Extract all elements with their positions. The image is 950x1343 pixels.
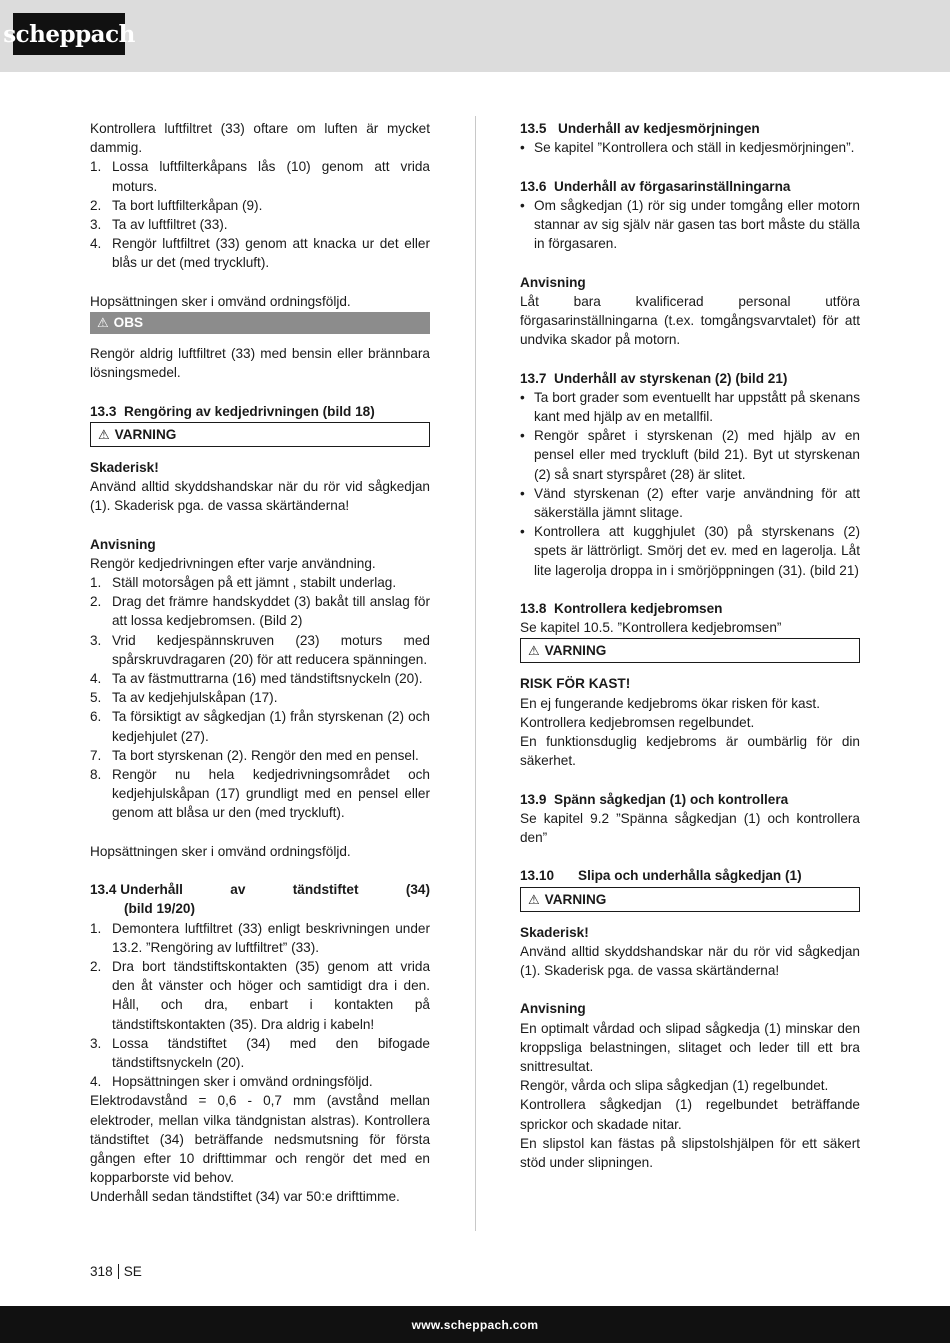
skaderisk-text: Använd alltid skyddshandskar när du rör vid sågkedjan (1). Skaderisk pga. de vassa skärtänderna! (520, 943, 860, 979)
page-header (0, 0, 950, 72)
warning-label: VARNING (544, 643, 607, 659)
warning-label: VARNING (114, 426, 177, 442)
warning-triangle-icon: ⚠ (528, 891, 540, 907)
anvisning-title: Anvisning (90, 536, 156, 552)
anvisning-text: Rengör kedjedrivningen efter varje användning. (90, 555, 376, 571)
page-number: 318 SE (90, 1264, 142, 1279)
section-13-6-heading: 13.6 Underhåll av förgasarinställningarna (520, 178, 791, 194)
anvisning-text: Låt bara kvalificerad personal utföra förgasarinställningarna (t.ex. tomgångsvarvtalet) för att undvika skador på motorn. (520, 293, 860, 348)
bullet-item: • Se kapitel ”Kontrollera och ställ in kedjesmörjningen”. (520, 140, 855, 156)
scheppach-logo: scheppach (13, 13, 125, 55)
section-13-3-steps (90, 573, 430, 823)
obs-box (90, 312, 430, 334)
section-13-4-heading-line2: (bild 19/20) (124, 901, 196, 917)
section-13-10-heading: 13.10 Slipa och underhålla sågkedjan (1) (520, 868, 802, 884)
reassembly-text-2: Hopsättningen sker i omvänd ordningsföljd. (90, 843, 351, 859)
anvisning-title: Anvisning (520, 274, 586, 290)
risk-text-3: En funktionsduglig kedjebroms är oumbärlig för din säkerhet. (520, 734, 860, 769)
list-item: 3. Ta av luftfiltret (33). (90, 217, 228, 233)
list-item: 3. Lossa tändstiftet (34) med den bifogade tändstiftsnyckeln (20). (90, 1035, 430, 1071)
anvisning-title: Anvisning (520, 1001, 586, 1017)
list-item: 2. Drag det främre handskyddet (3) bakåt till anslag för att lossa kedjebromsen. (Bild 2) (90, 594, 430, 629)
list-item: 4. Rengör luftfiltret (33) genom att knacka ur det eller blås ur det (med tryckluft). (90, 236, 430, 271)
list-item: 4. Hopsättningen sker i omvänd ordningsföljd. (90, 1074, 373, 1090)
list-item: 7. Ta bort styrskenan (2). Rengör den med en pensel. (90, 747, 419, 763)
risk-text-1: En ej fungerande kedjebroms ökar risken för kast. (520, 695, 820, 711)
reassembly-text: Hopsättningen sker i omvänd ordningsföljd. (90, 293, 351, 309)
list-item: 1. Ställ motorsågen på ett jämnt , stabilt underlag. (90, 575, 397, 591)
footer-bar (0, 1306, 950, 1343)
section-13-9-heading: 13.9 Spänn sågkedjan (1) och kontrollera (520, 791, 789, 807)
warning-box (520, 887, 860, 912)
bullet-item: • Vänd styrskenan (2) efter varje användning för att säkerställa jämnt slitage. (520, 485, 860, 521)
website-link[interactable]: www.scheppach.com (411, 1317, 539, 1332)
anvisning-text-1: En optimalt vårdad och slipad sågkedja (1) minskar den kroppsliga belastningen, slitaget och leder till ett bra snittresultat. (520, 1020, 860, 1075)
intro-paragraph: Kontrollera luftfiltret (33) oftare om luften är mycket dammig. (90, 121, 430, 156)
anvisning-text-2: Rengör, vårda och slipa sågkedjan (1) regelbundet. (520, 1078, 829, 1094)
section-13-9-text: Se kapitel 9.2 ”Spänna sågkedjan (1) och kontrollera den” (520, 810, 860, 846)
section-13-7-bullets (520, 388, 860, 580)
section-13-6-bullets (520, 196, 860, 254)
warning-label: VARNING (544, 891, 607, 907)
list-item: 8. Rengör nu hela kedjedrivningsområdet och kedjehjulskåpan (17) grundligt med en pensel eller genom att blåsa ur den (med tryckluft). (90, 767, 430, 821)
obs-label: OBS (113, 315, 144, 331)
section-13-8-text: Se kapitel 10.5. ”Kontrollera kedjebromsen” (520, 620, 782, 636)
section-13-7-heading: 13.7 Underhåll av styrskenan (2) (bild 21) (520, 370, 788, 386)
warning-triangle-icon: ⚠ (97, 315, 109, 331)
list-item: 2. Ta bort luftfilterkåpan (9). (90, 197, 263, 213)
list-item: 6. Ta försiktigt av sågkedjan (1) från styrskenan (2) och kedjehjulet (27). (90, 709, 430, 744)
anvisning-text-3: Kontrollera sågkedjan (1) regelbundet beträffande sprickor och skadade nitar. (520, 1097, 860, 1132)
column-divider (475, 116, 476, 1231)
list-item: 1. Demontera luftfiltret (33) enligt beskrivningen under 13.2. ”Rengöring av luftfiltret” (33). (90, 920, 430, 955)
section-13-3-heading: 13.3 Rengöring av kedjedrivningen (bild 18) (90, 403, 375, 419)
skaderisk-title: Skaderisk! (520, 924, 589, 940)
list-item: 4. Ta av fästmuttrarna (16) med tändstiftsnyckeln (20). (90, 671, 423, 687)
section-13-5-bullets (520, 138, 860, 157)
anvisning-text-4: En slipstol kan fästas på slipstolshjälpen för ett säkert stöd under slipningen. (520, 1135, 860, 1171)
warning-box (520, 638, 860, 663)
bullet-item: • Rengör spåret i styrskenan (2) med hjälp av en pensel eller med tryckluft (bild 21). Byt ut styrskenan (2) så snart styrspåret (28) är slitet. (520, 428, 860, 482)
section-13-5-heading: 13.5 Underhåll av kedjesmörjningen (520, 121, 760, 136)
risk-title: RISK FÖR KAST! (520, 676, 631, 692)
risk-text-2: Kontrollera kedjebromsen regelbundet. (520, 714, 755, 730)
list-item: 5. Ta av kedjehjulskåpan (17). (90, 690, 278, 706)
skaderisk-text: Använd alltid skyddshandskar när du rör vid sågkedjan (1). Skaderisk pga. de vassa skärtänderna! (90, 479, 430, 514)
obs-text: Rengör aldrig luftfiltret (33) med bensin eller brännbara lösningsmedel. (90, 346, 430, 381)
left-column (90, 119, 430, 1207)
intro-steps (90, 157, 430, 272)
list-item: 1. Lossa luftfilterkåpans lås (10) genom att vrida moturs. (90, 159, 430, 194)
right-column (520, 119, 860, 1172)
section-13-4-heading: 13.4 Underhåll av tändstiftet (34) (90, 882, 430, 898)
divider (118, 1264, 119, 1279)
electrode-text: Elektrodavstånd = 0,6 - 0,7 mm (avstånd mellan elektroder, mellan vilka tändgnistan alstras). Kontrollera tändstiftet (34) beträffande nedsmutsning för första gången efter 10 drifttimmar och rengör det med en kopparborste vid behov. (90, 1093, 430, 1186)
bullet-item: • Ta bort grader som eventuellt har uppstått på skenans kant med hjälp av en metallfil. (520, 389, 860, 424)
section-13-8-heading: 13.8 Kontrollera kedjebromsen (520, 601, 723, 617)
warning-box (90, 422, 430, 447)
maintenance-interval-text: Underhåll sedan tändstiftet (34) var 50:e drifttimme. (90, 1189, 400, 1205)
bullet-item: • Om sågkedjan (1) rör sig under tomgång eller motorn stannar av sig själv när gasen tas bort måste du ställa in förgasaren. (520, 197, 860, 252)
list-item: 3. Vrid kedjespännskruven (23) moturs med spårskruvdragaren (20) för att reducera spänningen. (90, 632, 430, 667)
warning-triangle-icon: ⚠ (528, 643, 540, 659)
list-item: 2. Dra bort tändstiftskontakten (35) genom att vrida den åt vänster och höger och samtidigt dra i den. Håll, och dra, enbart i kontakten på tändstiftskontakten (35). Dra aldrig i kabeln! (90, 959, 430, 1032)
section-13-4-steps (90, 919, 430, 1092)
bullet-item: • Kontrollera att kugghjulet (30) på styrskenans (2) spets är lättrörligt. Smörj det ev. med en lagerolja. Låt lite lagerolja droppa in i smörjöppningen (31). (bild 21) (520, 524, 860, 578)
skaderisk-title: Skaderisk! (90, 459, 159, 475)
warning-triangle-icon: ⚠ (98, 426, 110, 442)
